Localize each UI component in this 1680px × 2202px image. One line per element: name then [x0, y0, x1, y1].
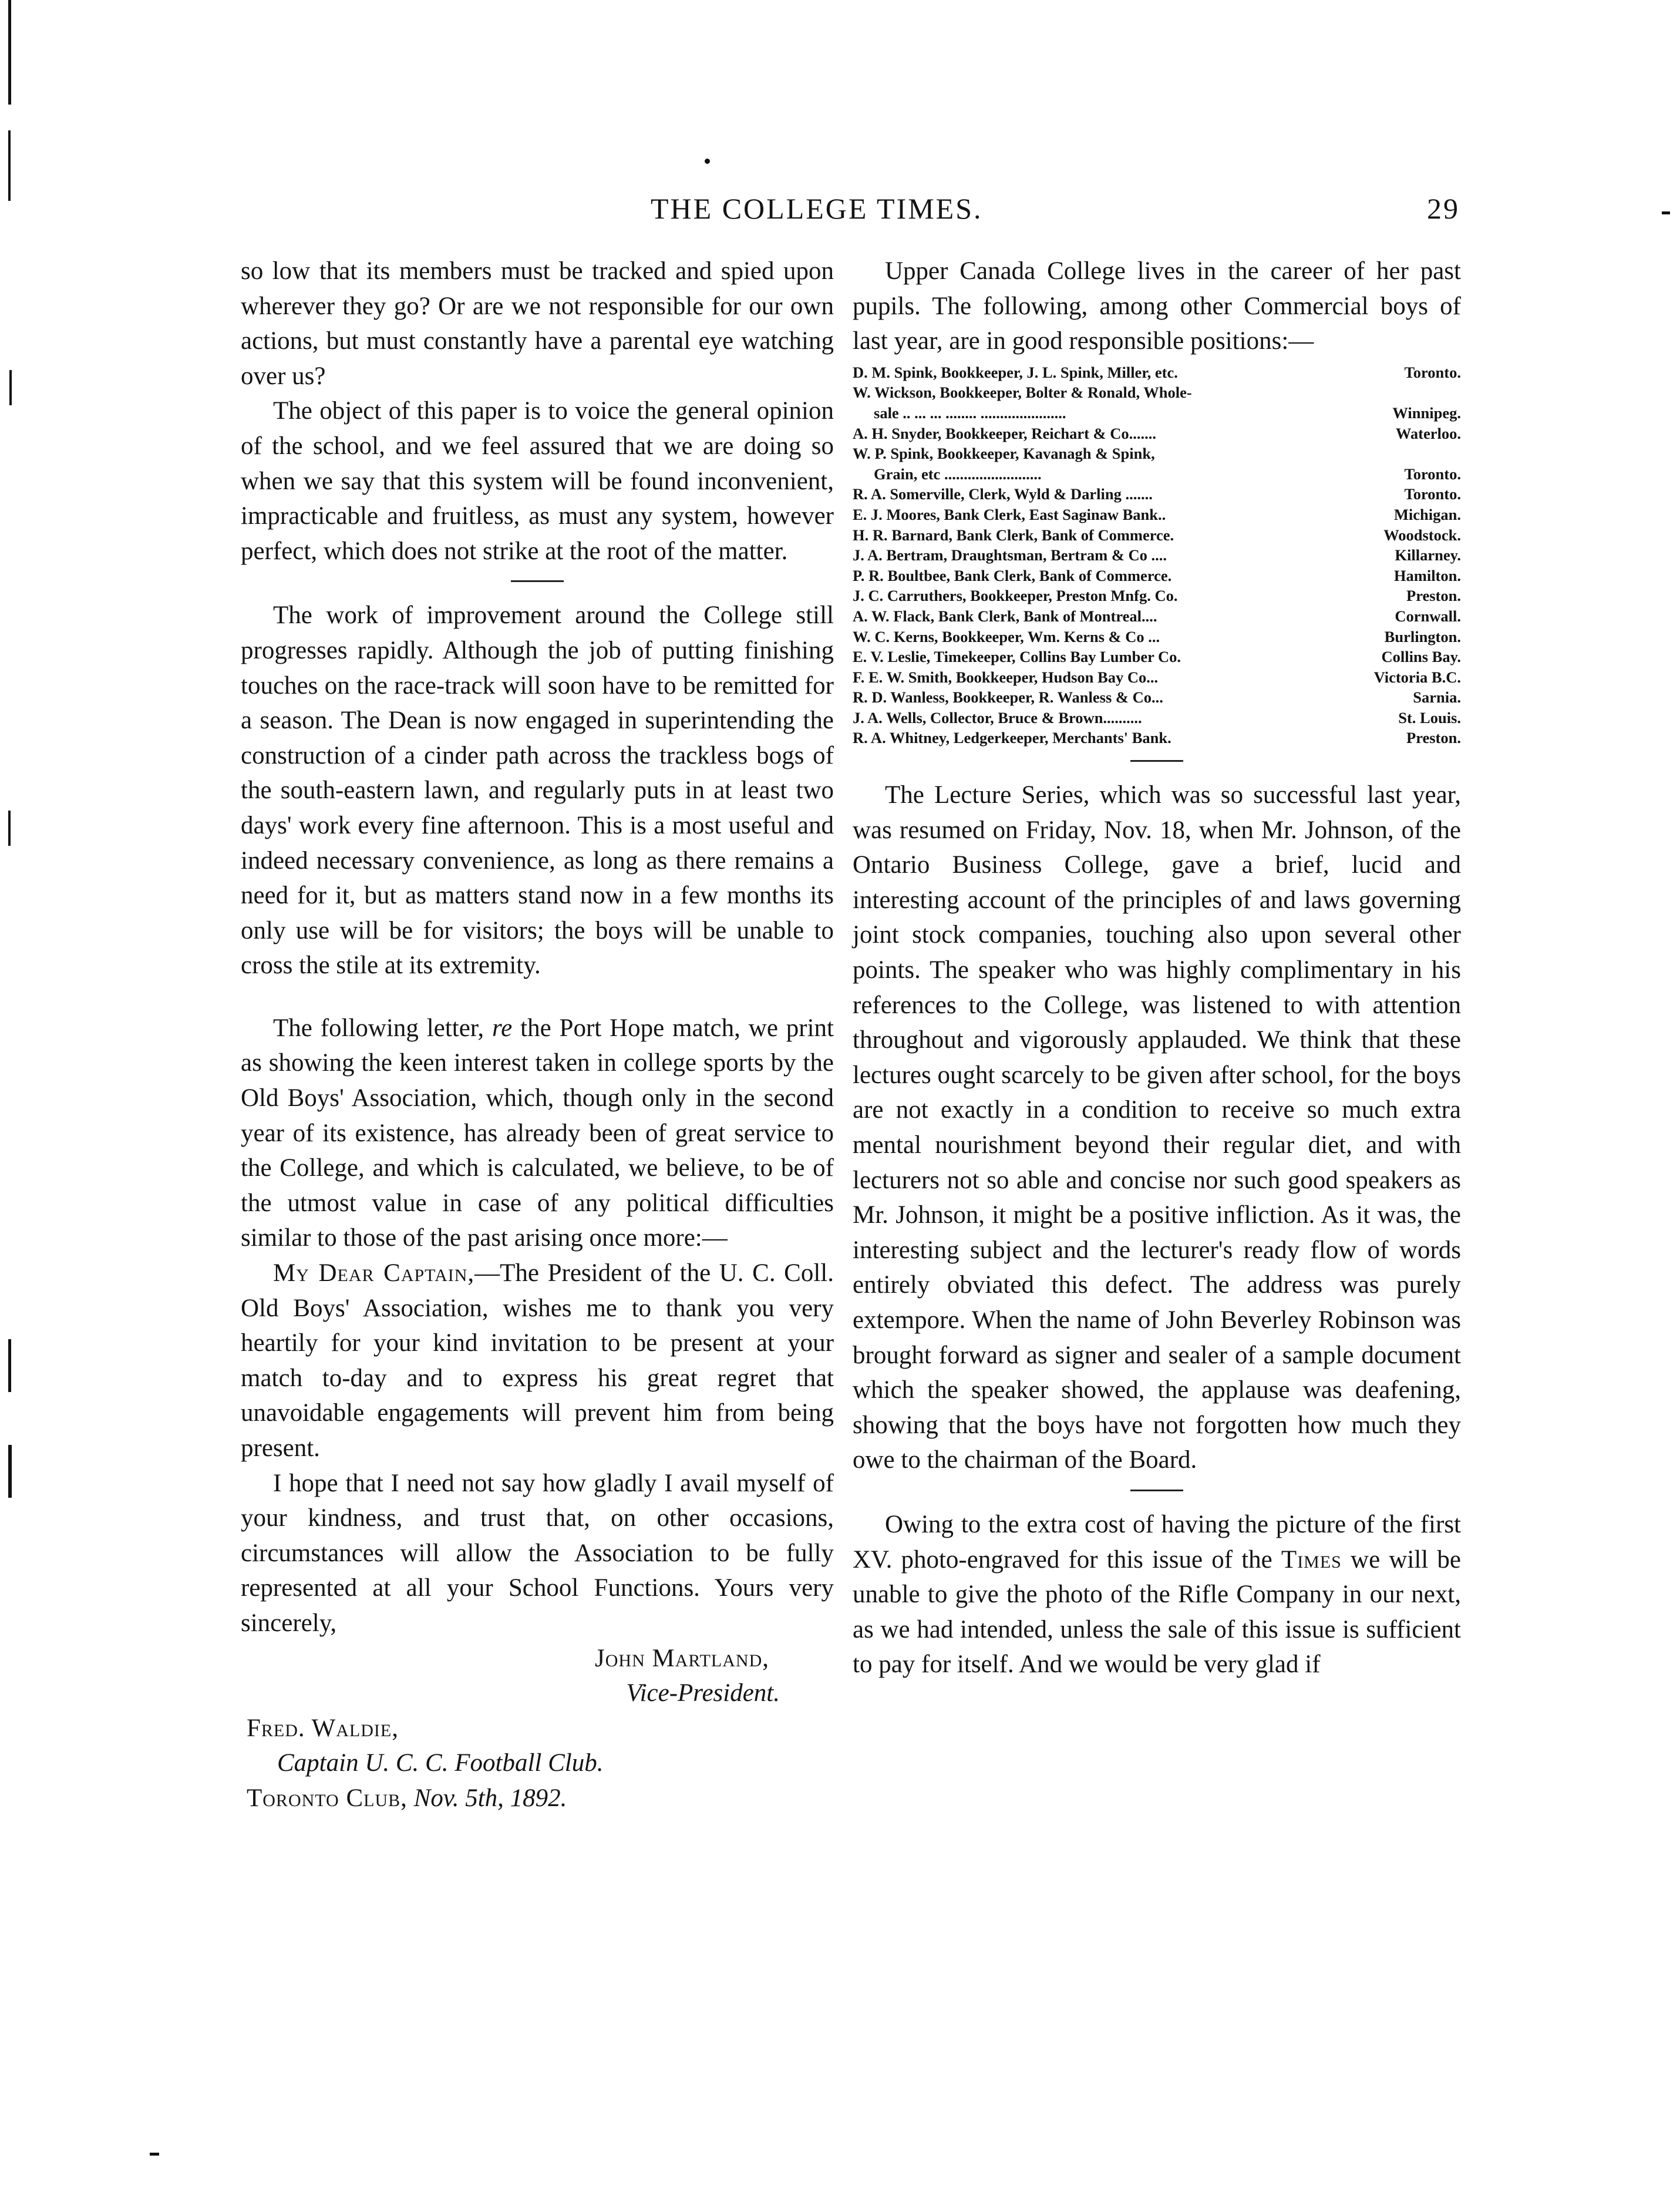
pupil-entry: [853, 403, 1461, 423]
pupil-position: W. P. Spink, Bookkeeper, Kavanagh & Spink,: [853, 445, 1155, 463]
section-divider: [511, 580, 564, 583]
pupil-position: R. D. Wanless, Bookkeeper, R. Wanless & Co...: [853, 688, 1163, 707]
pupil-position: E. V. Leslie, Timekeeper, Collins Bay Lumber Co.: [853, 648, 1181, 666]
pupil-position: H. R. Barnard, Bank Clerk, Bank of Commerce.: [853, 526, 1174, 544]
pupil-list: [853, 362, 1461, 748]
pupil-location: Michigan.: [1393, 505, 1461, 523]
pupil-location: Hamilton.: [1393, 566, 1461, 584]
pupil-position: F. E. W. Smith, Bookkeeper, Hudson Bay Co...: [853, 668, 1159, 686]
pupil-location: Waterloo.: [1395, 424, 1461, 442]
paragraph: [241, 1011, 834, 1256]
paragraph: The Lecture Series, which was so successful last year, was resumed on Friday, Nov. 18, when Mr. Johnson, of the Ontario Business College, gave a brief, lucid and interesting account of the principles of and laws governing joint stock companies, touching also upon several other points. The speaker who was highly complimentary in his references to the College, was listened to with attention throughout and vigorously applauded. We think that these lectures ought scarcely to be given after school, for the boys are not exactly in a condition to receive so much extra mental nourishment beyond their regular diet, and with lecturers not so able and concise nor such good speakers as Mr. Johnson, it might be a positive infliction. As it was, the interesting subject and the lecturer's ready flow of words entirely obviated this defect. The address was purely extempore. When the name of John Beverley Robinson was brought forward as signer and sealer of a sample document which the speaker showed, the applause was deafening, showing that the boys have not forgotten how much they owe to the chairman of the Board.: [853, 781, 1461, 1474]
pupil-position: Grain, etc .........................: [874, 465, 1042, 483]
pupil-entry: [853, 606, 1461, 627]
addressee-title: Captain U. C. C. Football Club.: [277, 1749, 604, 1777]
pupil-location: Burlington.: [1384, 627, 1461, 646]
publication-name: Times: [1281, 1545, 1342, 1574]
paragraph: so low that its members must be tracked and spied upon wherever they go? Or are we not responsible for our own actions, but must constantly have a parental eye watching over us?: [241, 257, 834, 390]
publication-title: THE COLLEGE TIMES.: [651, 192, 983, 225]
text-run: we will be unable to give the photo of the Rifle Company in our next, as we had intended, unless the sale of this issue is sufficient to pay for itself. And we would be very glad if: [853, 1545, 1461, 1679]
pupil-position: sale .. ... ... ........ ......................: [874, 404, 1066, 422]
pupil-position: J. A. Bertram, Draughtsman, Bertram & Co ....: [853, 546, 1167, 564]
pupil-position: W. C. Kerns, Bookkeeper, Wm. Kerns & Co ...: [853, 627, 1160, 646]
letter-place-date: [247, 1781, 834, 1816]
pupil-position: J. C. Carruthers, Bookkeeper, Preston Mnfg. Co.: [853, 587, 1178, 605]
pupil-position: R. A. Somerville, Clerk, Wyld & Darling .......: [853, 485, 1153, 503]
pupil-entry: [853, 362, 1461, 383]
pupil-entry: [853, 566, 1461, 586]
pupil-location: [1456, 443, 1461, 464]
pupil-entry: [853, 728, 1461, 748]
section-divider: [1130, 760, 1183, 762]
paragraph: The work of improvement around the College still progresses rapidly. Although the job of putting finishing touches on the race-track will soon have to be remitted for a season. The Dean is now engaged in superintending the construction of a cinder path across the trackless bogs of the south-eastern lawn, and regularly puts in at least two days' work every fine afternoon. This is a most useful and indeed necessary convenience, as long as there remains a need for it, but as matters stand now in a few months its only use will be for visitors; the boys will be unable to cross the stile at its extremity.: [241, 601, 834, 980]
pupil-position: R. A. Whitney, Ledgerkeeper, Merchants' Bank.: [853, 729, 1171, 747]
addressee-name: Fred. Waldie,: [247, 1714, 399, 1742]
pupil-position: E. J. Moores, Bank Clerk, East Saginaw Bank..: [853, 505, 1166, 523]
scan-mark: [8, 1445, 12, 1498]
signature-title: Vice-President.: [626, 1679, 780, 1707]
pupil-location: Preston.: [1406, 729, 1461, 747]
right-column: [853, 254, 1461, 1682]
letter-paragraph: [241, 1256, 834, 1466]
paragraph: Upper Canada College lives in the career of her past pupils. The following, among other Commercial boys of last year, are in good responsible positions:—: [853, 257, 1461, 355]
pupil-position: D. M. Spink, Bookkeeper, J. L. Spink, Miller, etc.: [853, 363, 1178, 381]
pupil-location: Winnipeg.: [1392, 404, 1461, 422]
paragraph: The object of this paper is to voice the general opinion of the school, and we feel assured that we are doing so when we say that this system will be found inconvenient, impracticable and fruitless, as must any system, however perfect, which does not strike at the root of the matter.: [241, 397, 834, 565]
pupil-entry: [853, 647, 1461, 667]
pupil-position: A. W. Flack, Bank Clerk, Bank of Montreal....: [853, 607, 1157, 625]
pupil-location: Victoria B.C.: [1373, 668, 1461, 686]
text-run-italic: re: [492, 1014, 513, 1042]
section-divider: [1130, 1490, 1183, 1492]
text-run: Owing to the extra cost of having the picture of the first XV. photo-engraved for this issue of the: [853, 1510, 1461, 1574]
pupil-entry: [853, 484, 1461, 505]
letter-paragraph: I hope that I need not say how gladly I avail myself of your kindness, and trust that, on other occasions, circumstances will allow the Association to be fully represented at all your School Functions. Yours very sincerely,: [241, 1469, 834, 1637]
pupil-entry: [853, 627, 1461, 647]
pupil-position: A. H. Snyder, Bookkeeper, Reichart & Co.......: [853, 424, 1156, 442]
letter-salutation: My Dear Captain,: [273, 1259, 475, 1287]
scan-mark: [9, 370, 12, 405]
pupil-entry: [853, 667, 1461, 688]
text-run: the Port Hope match, we print as showing the keen interest taken in college sports by the Old Boys' Association, which, though only in the second year of its existence, has already been of great service to the College, and which is calculated, we believe, to be of the utmost value in case of any political difficulties similar to those of the past arising once more:—: [241, 1014, 834, 1252]
pupil-location: [1456, 382, 1461, 403]
pupil-location: St. Louis.: [1398, 708, 1461, 727]
scan-mark: [8, 0, 11, 105]
pupil-entry: [853, 545, 1461, 566]
section-divider: [511, 995, 564, 996]
pupil-entry: [853, 464, 1461, 485]
pupil-location: Cornwall.: [1395, 607, 1461, 625]
left-column: [241, 254, 834, 1816]
paragraph: [853, 1507, 1461, 1682]
page-number: 29: [1427, 192, 1460, 225]
pupil-entry: [853, 525, 1461, 546]
pupil-position: W. Wickson, Bookkeeper, Bolter & Ronald, Whole-: [853, 384, 1192, 402]
letter-place: Toronto Club,: [247, 1784, 408, 1812]
pupil-location: Killarney.: [1395, 546, 1461, 564]
pupil-location: Preston.: [1406, 587, 1461, 605]
scan-mark: [8, 1339, 11, 1392]
pupil-location: Sarnia.: [1413, 688, 1461, 707]
pupil-entry: [853, 586, 1461, 606]
pupil-location: Toronto.: [1404, 485, 1461, 503]
pupil-location: Toronto.: [1404, 465, 1461, 483]
pupil-entry: [853, 443, 1461, 464]
scan-mark: [8, 811, 11, 846]
text-run: —The President of the U. C. Coll. Old Boys' Association, wishes me to thank you very heartily for your kind invitation to be present at your match to-day and to express his great regret that unavoidable engagements will prevent him from being present.: [241, 1259, 834, 1462]
text-run: The following letter,: [273, 1014, 493, 1042]
pupil-location: Collins Bay.: [1381, 648, 1461, 666]
letter-date: Nov. 5th, 1892.: [413, 1784, 567, 1812]
pupil-position: J. A. Wells, Collector, Bruce & Brown..........: [853, 708, 1142, 727]
scan-mark: [150, 2153, 159, 2156]
pupil-entry: [853, 423, 1461, 444]
scan-mark: [705, 159, 710, 164]
pupil-location: Toronto.: [1404, 363, 1461, 381]
pupil-position: P. R. Boultbee, Bank Clerk, Bank of Commerce.: [853, 566, 1172, 584]
signature-name: John Martland,: [595, 1644, 769, 1672]
page-header: [0, 187, 1680, 234]
pupil-entry: [853, 505, 1461, 525]
pupil-entry: [853, 687, 1461, 708]
pupil-entry: [853, 382, 1461, 403]
pupil-entry: [853, 708, 1461, 728]
pupil-location: Woodstock.: [1383, 526, 1461, 544]
